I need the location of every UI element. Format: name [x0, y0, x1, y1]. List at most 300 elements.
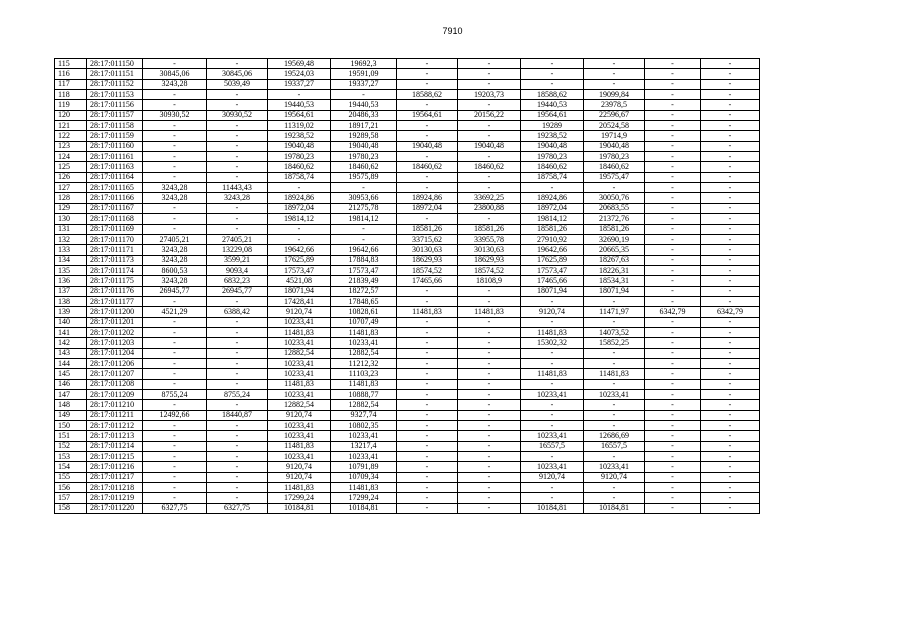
table-row: [55, 152, 760, 162]
value-cell: -: [521, 493, 584, 503]
value-cell: 9120,74: [521, 307, 584, 317]
value-cell: -: [521, 69, 584, 79]
value-cell: 18267,63: [584, 255, 645, 265]
value-cell: 8755,24: [143, 390, 207, 400]
value-cell: 11212,32: [331, 358, 397, 368]
value-cell: 17573,47: [331, 265, 397, 275]
value-cell: 19780,23: [584, 152, 645, 162]
value-cell: -: [458, 172, 521, 182]
value-cell: 19040,48: [268, 141, 331, 151]
value-cell: 20486,33: [331, 110, 397, 120]
cadastral-number-cell: 28:17:011209: [87, 390, 143, 400]
value-cell: -: [584, 400, 645, 410]
value-cell: 27405,21: [143, 234, 207, 244]
cadastral-number-cell: 28:17:011161: [87, 152, 143, 162]
value-cell: 19814,12: [331, 214, 397, 224]
value-cell: 12686,69: [584, 431, 645, 441]
value-cell: -: [207, 172, 268, 182]
table-row: [55, 286, 760, 296]
table-row: [55, 379, 760, 389]
value-cell: -: [397, 410, 458, 420]
value-cell: 18972,04: [397, 203, 458, 213]
value-cell: -: [397, 441, 458, 451]
value-cell: -: [143, 317, 207, 327]
table-row: [55, 172, 760, 182]
value-cell: -: [397, 452, 458, 462]
value-cell: 18071,94: [521, 286, 584, 296]
value-cell: 18924,86: [397, 193, 458, 203]
page-number: 7910: [442, 26, 463, 36]
value-cell: -: [645, 452, 701, 462]
value-cell: 18924,86: [268, 193, 331, 203]
value-cell: 30930,52: [207, 110, 268, 120]
value-cell: -: [645, 110, 701, 120]
value-cell: 18588,62: [521, 90, 584, 100]
row-number-cell: 157: [55, 493, 87, 503]
value-cell: 11481,83: [458, 307, 521, 317]
value-cell: -: [645, 152, 701, 162]
value-cell: 19337,27: [331, 79, 397, 89]
value-cell: 30953,66: [331, 193, 397, 203]
row-number-cell: 115: [55, 59, 87, 69]
value-cell: -: [645, 276, 701, 286]
value-cell: 23978,5: [584, 100, 645, 110]
value-cell: 10233,41: [331, 452, 397, 462]
value-cell: -: [458, 379, 521, 389]
value-cell: 12882,54: [331, 400, 397, 410]
value-cell: 17625,89: [521, 255, 584, 265]
value-cell: 19238,52: [268, 131, 331, 141]
value-cell: -: [458, 431, 521, 441]
value-cell: -: [645, 131, 701, 141]
cadastral-number-cell: 28:17:011213: [87, 431, 143, 441]
value-cell: 6327,75: [207, 503, 268, 513]
value-cell: 11481,83: [521, 327, 584, 337]
value-cell: -: [645, 462, 701, 472]
value-cell: 20156,22: [458, 110, 521, 120]
value-cell: 23800,88: [458, 203, 521, 213]
value-cell: -: [397, 327, 458, 337]
row-number-cell: 131: [55, 224, 87, 234]
value-cell: -: [331, 224, 397, 234]
value-cell: 19814,12: [521, 214, 584, 224]
value-cell: 30930,52: [143, 110, 207, 120]
value-cell: 18581,26: [458, 224, 521, 234]
value-cell: -: [645, 286, 701, 296]
value-cell: -: [701, 410, 760, 420]
value-cell: -: [143, 296, 207, 306]
value-cell: -: [645, 379, 701, 389]
cadastral-number-cell: 28:17:011151: [87, 69, 143, 79]
value-cell: -: [701, 152, 760, 162]
value-cell: -: [143, 483, 207, 493]
table-row: [55, 317, 760, 327]
value-cell: 18460,62: [268, 162, 331, 172]
value-cell: -: [584, 452, 645, 462]
value-cell: 10233,41: [584, 390, 645, 400]
value-cell: -: [701, 276, 760, 286]
table-row: [55, 245, 760, 255]
row-number-cell: 158: [55, 503, 87, 513]
value-cell: -: [645, 162, 701, 172]
value-cell: 18071,94: [268, 286, 331, 296]
value-cell: -: [701, 379, 760, 389]
table-row: [55, 224, 760, 234]
value-cell: -: [701, 348, 760, 358]
cadastral-number-cell: 28:17:011214: [87, 441, 143, 451]
row-number-cell: 117: [55, 79, 87, 89]
value-cell: 30130,63: [397, 245, 458, 255]
value-cell: -: [645, 410, 701, 420]
value-cell: 18071,94: [584, 286, 645, 296]
row-number-cell: 127: [55, 183, 87, 193]
value-cell: -: [143, 421, 207, 431]
cadastral-number-cell: 28:17:011217: [87, 472, 143, 482]
value-cell: 4521,08: [268, 276, 331, 286]
value-cell: -: [458, 358, 521, 368]
table-row: [55, 431, 760, 441]
value-cell: -: [458, 348, 521, 358]
value-cell: 10233,41: [268, 390, 331, 400]
value-cell: -: [397, 79, 458, 89]
value-cell: -: [458, 452, 521, 462]
value-cell: -: [207, 100, 268, 110]
value-cell: -: [701, 317, 760, 327]
value-cell: 6388,42: [207, 307, 268, 317]
value-cell: 19337,27: [268, 79, 331, 89]
value-cell: -: [701, 79, 760, 89]
value-cell: 19575,47: [584, 172, 645, 182]
value-cell: 32690,19: [584, 234, 645, 244]
row-number-cell: 126: [55, 172, 87, 182]
cadastral-number-cell: 28:17:011206: [87, 358, 143, 368]
value-cell: -: [397, 286, 458, 296]
table-row: [55, 121, 760, 131]
value-cell: 19569,48: [268, 59, 331, 69]
value-cell: 18758,74: [268, 172, 331, 182]
value-cell: -: [584, 348, 645, 358]
value-cell: -: [207, 131, 268, 141]
value-cell: -: [701, 203, 760, 213]
cadastral-number-cell: 28:17:011204: [87, 348, 143, 358]
table-row: [55, 483, 760, 493]
cadastral-number-cell: 28:17:011216: [87, 462, 143, 472]
value-cell: 17884,83: [331, 255, 397, 265]
value-cell: -: [397, 152, 458, 162]
value-cell: 19564,61: [397, 110, 458, 120]
table-row: [55, 79, 760, 89]
table-row: [55, 193, 760, 203]
row-number-cell: 129: [55, 203, 87, 213]
value-cell: -: [701, 141, 760, 151]
row-number-cell: 134: [55, 255, 87, 265]
value-cell: 33955,78: [458, 234, 521, 244]
value-cell: -: [397, 296, 458, 306]
cadastral-number-cell: 28:17:011200: [87, 307, 143, 317]
value-cell: -: [458, 131, 521, 141]
value-cell: -: [701, 286, 760, 296]
row-number-cell: 156: [55, 483, 87, 493]
cadastral-number-cell: 28:17:011159: [87, 131, 143, 141]
value-cell: -: [521, 348, 584, 358]
value-cell: -: [645, 483, 701, 493]
value-cell: -: [143, 59, 207, 69]
value-cell: -: [331, 90, 397, 100]
value-cell: -: [207, 162, 268, 172]
value-cell: 3599,21: [207, 255, 268, 265]
value-cell: -: [143, 369, 207, 379]
value-cell: -: [397, 172, 458, 182]
value-cell: -: [584, 379, 645, 389]
value-cell: -: [645, 90, 701, 100]
value-cell: -: [701, 338, 760, 348]
value-cell: 18629,93: [458, 255, 521, 265]
cadastral-number-cell: 28:17:011158: [87, 121, 143, 131]
cadastral-number-cell: 28:17:011203: [87, 338, 143, 348]
cadastral-number-cell: 28:17:011170: [87, 234, 143, 244]
value-cell: -: [701, 431, 760, 441]
value-cell: -: [397, 483, 458, 493]
value-cell: -: [645, 193, 701, 203]
value-cell: -: [645, 214, 701, 224]
value-cell: -: [207, 224, 268, 234]
table-row: [55, 390, 760, 400]
value-cell: 19040,48: [331, 141, 397, 151]
value-cell: 19289,58: [331, 131, 397, 141]
table-row: [55, 141, 760, 151]
row-number-cell: 135: [55, 265, 87, 275]
value-cell: 17428,41: [268, 296, 331, 306]
value-cell: 18629,93: [397, 255, 458, 265]
row-number-cell: 146: [55, 379, 87, 389]
value-cell: 10233,41: [521, 462, 584, 472]
value-cell: -: [584, 59, 645, 69]
value-cell: 19780,23: [268, 152, 331, 162]
value-cell: 19440,53: [521, 100, 584, 110]
value-cell: -: [521, 452, 584, 462]
value-cell: -: [207, 431, 268, 441]
cadastral-value-table: [54, 58, 760, 514]
row-number-cell: 130: [55, 214, 87, 224]
value-cell: 17465,66: [521, 276, 584, 286]
value-cell: -: [207, 421, 268, 431]
value-cell: -: [207, 369, 268, 379]
value-cell: -: [143, 100, 207, 110]
value-cell: -: [701, 69, 760, 79]
value-cell: -: [397, 358, 458, 368]
value-cell: -: [701, 100, 760, 110]
table-row: [55, 307, 760, 317]
value-cell: -: [143, 462, 207, 472]
value-cell: 19238,52: [521, 131, 584, 141]
table-row: [55, 162, 760, 172]
value-cell: -: [521, 400, 584, 410]
value-cell: -: [584, 69, 645, 79]
value-cell: -: [645, 327, 701, 337]
value-cell: -: [207, 152, 268, 162]
value-cell: 10709,34: [331, 472, 397, 482]
value-cell: 18272,57: [331, 286, 397, 296]
value-cell: 18460,62: [584, 162, 645, 172]
value-cell: -: [458, 441, 521, 451]
value-cell: 19642,66: [268, 245, 331, 255]
value-cell: -: [701, 390, 760, 400]
cadastral-number-cell: 28:17:011177: [87, 296, 143, 306]
value-cell: -: [207, 400, 268, 410]
value-cell: -: [207, 327, 268, 337]
value-cell: -: [143, 224, 207, 234]
value-cell: 14073,52: [584, 327, 645, 337]
value-cell: -: [458, 421, 521, 431]
value-cell: 19814,12: [268, 214, 331, 224]
value-cell: -: [645, 296, 701, 306]
value-cell: 21372,76: [584, 214, 645, 224]
value-cell: -: [207, 358, 268, 368]
value-cell: 10184,81: [521, 503, 584, 513]
cadastral-number-cell: 28:17:011202: [87, 327, 143, 337]
row-number-cell: 151: [55, 431, 87, 441]
value-cell: 10707,49: [331, 317, 397, 327]
value-cell: 18758,74: [521, 172, 584, 182]
value-cell: 19040,48: [397, 141, 458, 151]
value-cell: -: [268, 183, 331, 193]
cadastral-number-cell: 28:17:011211: [87, 410, 143, 420]
value-cell: 10791,89: [331, 462, 397, 472]
value-cell: -: [397, 214, 458, 224]
value-cell: -: [143, 214, 207, 224]
value-cell: -: [645, 79, 701, 89]
value-cell: 19575,89: [331, 172, 397, 182]
value-cell: 27405,21: [207, 234, 268, 244]
value-cell: -: [584, 421, 645, 431]
table-row: [55, 369, 760, 379]
value-cell: -: [143, 327, 207, 337]
cadastral-number-cell: 28:17:011212: [87, 421, 143, 431]
cadastral-number-cell: 28:17:011176: [87, 286, 143, 296]
value-cell: -: [645, 400, 701, 410]
table-row: [55, 296, 760, 306]
value-cell: -: [645, 421, 701, 431]
value-cell: 18108,9: [458, 276, 521, 286]
value-cell: 11481,83: [521, 369, 584, 379]
value-cell: 19524,03: [268, 69, 331, 79]
value-cell: -: [458, 400, 521, 410]
cadastral-number-cell: 28:17:011157: [87, 110, 143, 120]
row-number-cell: 125: [55, 162, 87, 172]
value-cell: -: [397, 369, 458, 379]
value-cell: 11481,83: [397, 307, 458, 317]
value-cell: 26945,77: [143, 286, 207, 296]
value-cell: 19564,61: [268, 110, 331, 120]
table-row: [55, 100, 760, 110]
value-cell: -: [397, 472, 458, 482]
value-cell: 11481,83: [584, 369, 645, 379]
value-cell: 18460,62: [331, 162, 397, 172]
value-cell: -: [268, 90, 331, 100]
value-cell: -: [645, 265, 701, 275]
cadastral-number-cell: 28:17:011150: [87, 59, 143, 69]
value-cell: -: [701, 121, 760, 131]
row-number-cell: 138: [55, 296, 87, 306]
value-cell: -: [458, 410, 521, 420]
value-cell: 19591,09: [331, 69, 397, 79]
value-cell: -: [207, 493, 268, 503]
value-cell: 17299,24: [268, 493, 331, 503]
row-number-cell: 145: [55, 369, 87, 379]
value-cell: -: [397, 462, 458, 472]
value-cell: -: [397, 131, 458, 141]
value-cell: -: [701, 214, 760, 224]
table-row: [55, 131, 760, 141]
value-cell: -: [701, 296, 760, 306]
value-cell: -: [645, 503, 701, 513]
value-cell: -: [701, 59, 760, 69]
value-cell: 19780,23: [331, 152, 397, 162]
value-cell: -: [521, 379, 584, 389]
cadastral-number-cell: 28:17:011201: [87, 317, 143, 327]
cadastral-number-cell: 28:17:011163: [87, 162, 143, 172]
value-cell: -: [701, 183, 760, 193]
value-cell: 18440,87: [207, 410, 268, 420]
value-cell: 6832,23: [207, 276, 268, 286]
value-cell: 22596,67: [584, 110, 645, 120]
cadastral-number-cell: 28:17:011215: [87, 452, 143, 462]
value-cell: 5039,49: [207, 79, 268, 89]
value-cell: 9327,74: [331, 410, 397, 420]
row-number-cell: 153: [55, 452, 87, 462]
value-cell: 19642,66: [331, 245, 397, 255]
value-cell: 8600,53: [143, 265, 207, 275]
cadastral-number-cell: 28:17:011156: [87, 100, 143, 110]
value-cell: -: [207, 90, 268, 100]
cadastral-number-cell: 28:17:011168: [87, 214, 143, 224]
value-cell: -: [645, 69, 701, 79]
value-cell: -: [645, 390, 701, 400]
row-number-cell: 139: [55, 307, 87, 317]
value-cell: -: [397, 121, 458, 131]
value-cell: 15302,32: [521, 338, 584, 348]
value-cell: -: [143, 152, 207, 162]
value-cell: -: [521, 317, 584, 327]
value-cell: 13229,08: [207, 245, 268, 255]
value-cell: 18917,21: [331, 121, 397, 131]
row-number-cell: 123: [55, 141, 87, 151]
cadastral-number-cell: 28:17:011210: [87, 400, 143, 410]
value-cell: 11481,83: [268, 327, 331, 337]
value-cell: -: [143, 441, 207, 451]
value-cell: -: [645, 59, 701, 69]
value-cell: -: [521, 421, 584, 431]
value-cell: -: [701, 327, 760, 337]
value-cell: 10233,41: [268, 421, 331, 431]
value-cell: -: [207, 214, 268, 224]
value-cell: -: [268, 224, 331, 234]
table-row: [55, 493, 760, 503]
value-cell: -: [143, 172, 207, 182]
value-cell: 21275,78: [331, 203, 397, 213]
value-cell: -: [397, 69, 458, 79]
value-cell: -: [143, 121, 207, 131]
value-cell: -: [397, 59, 458, 69]
value-cell: -: [397, 390, 458, 400]
value-cell: -: [645, 338, 701, 348]
value-cell: -: [584, 358, 645, 368]
value-cell: 11481,83: [268, 483, 331, 493]
value-cell: -: [458, 183, 521, 193]
cadastral-number-cell: 28:17:011160: [87, 141, 143, 151]
table-row: [55, 59, 760, 69]
value-cell: -: [143, 400, 207, 410]
